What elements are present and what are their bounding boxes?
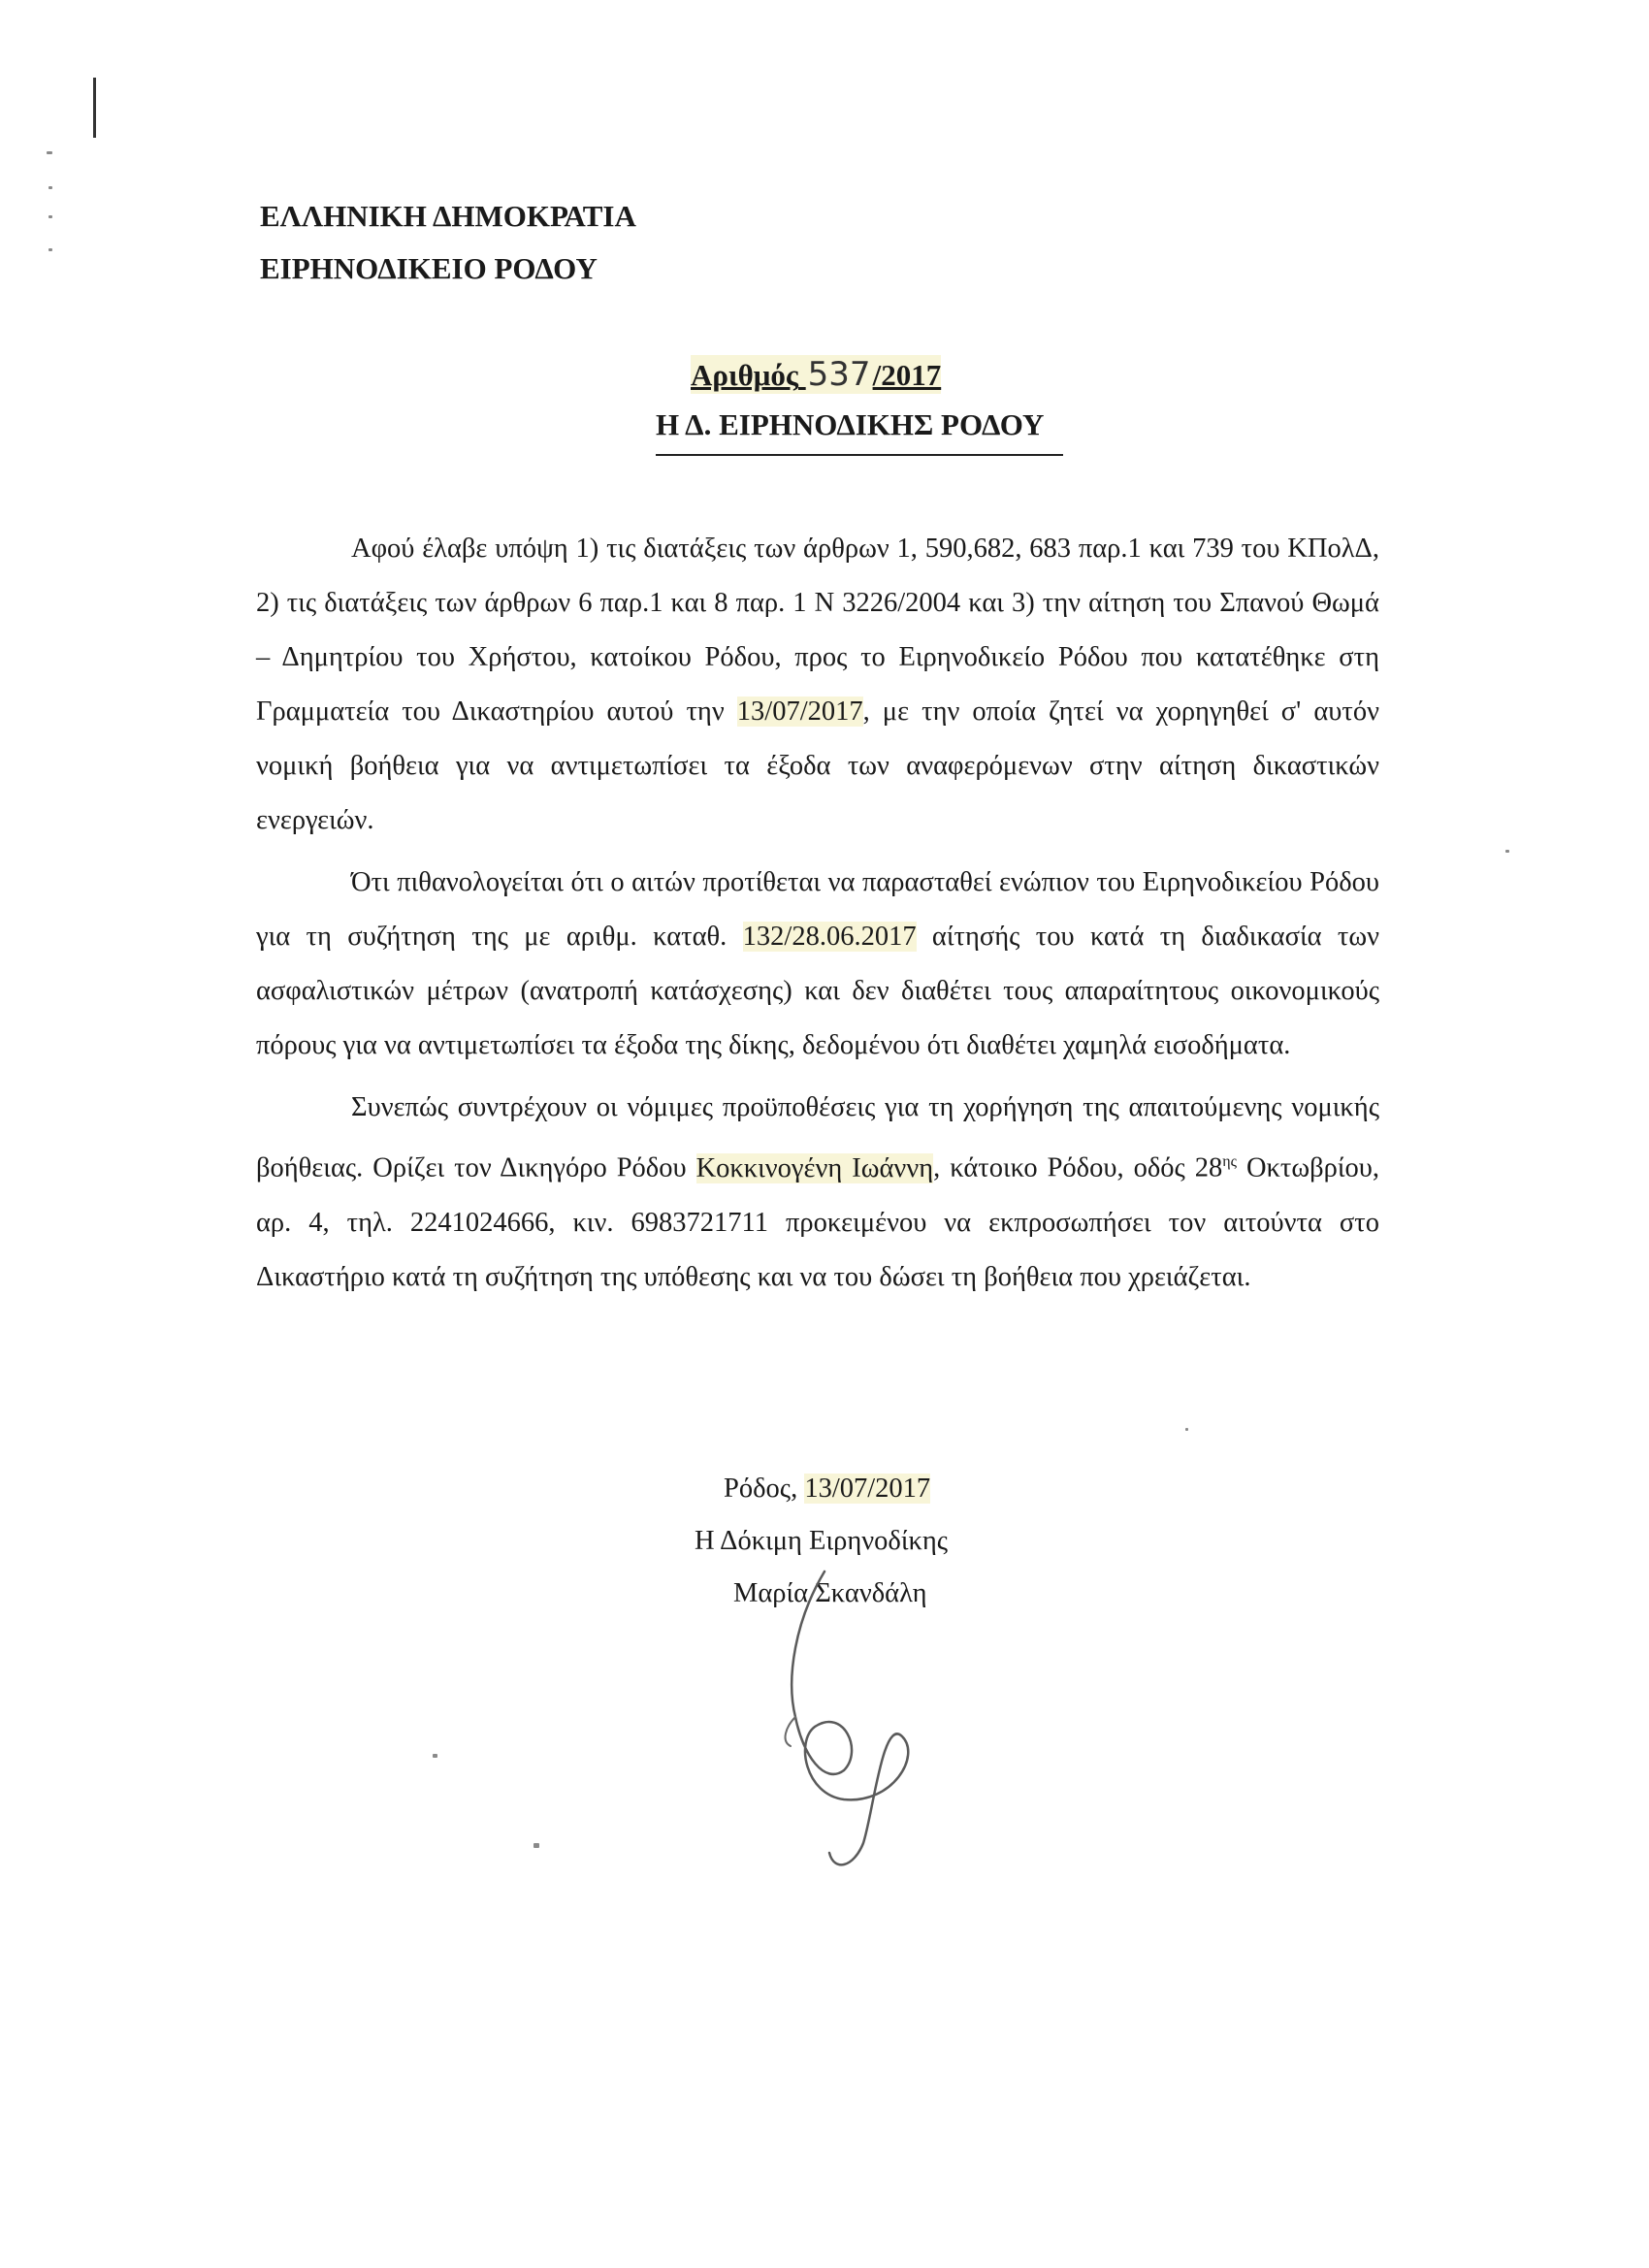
header-court: ΕΙΡΗΝΟΔΙΚΕΙΟ ΡΟΔΟΥ <box>260 251 598 285</box>
signature-date: 13/07/2017 <box>804 1474 931 1504</box>
paragraph-text: Ότι πιθανολογείται ότι ο αιτών προτίθεται να παρασταθεί ενώπιον του Ειρηνοδικείου Ρόδου για τη συζήτηση της με αριθμ. καταθ. <box>256 867 1379 952</box>
paragraph-text: αίτησής του κατά τη διαδικασία των ασφαλιστικών μέτρων (ανατροπή κατάσχεσης) και δεν διαθέτει τους απαραίτητους οικονομικούς πόρους για να αντιμετωπίσει τα έξοδα της δίκης, δεδομένου ότι διαθέτει χαμηλά εισοδήματα. <box>256 922 1379 1060</box>
paragraph-reasoning <box>256 856 1379 1073</box>
paragraph-text: , με την οποία ζητεί να χορηγηθεί σ' αυτόν νομική βοήθεια για να αντιμετωπίσει τα έξοδα των αναφερόμενων στην αίτηση δικαστικών ενεργειών. <box>256 697 1379 835</box>
decision-title: Η Δ. ΕΙΡΗΝΟΔΙΚΗΣ ΡΟΔΟΥ <box>656 407 1063 456</box>
handwritten-signature <box>757 1562 970 1882</box>
scan-speck <box>48 186 52 189</box>
scan-speck <box>48 215 52 218</box>
scan-speck <box>1185 1428 1188 1431</box>
scan-speck <box>534 1843 539 1848</box>
header-republic: ΕΛΛΗΝΙΚΗ ΔΗΜΟΚΡΑΤΙΑ <box>260 199 636 233</box>
place: Ρόδος, <box>724 1474 805 1504</box>
decision-number-handwritten: 537 <box>807 355 871 394</box>
scan-edge-mark <box>93 78 96 138</box>
filing-date: 13/07/2017 <box>736 697 863 727</box>
paragraph-text: Αφού έλαβε υπόψη 1) τις διατάξεις των άρθρων 1, 590,682, 683 παρ.1 και 739 του ΚΠολΔ, 2) τις διατάξεις των άρθρων 6 παρ.1 και 8 παρ. 1 Ν 3226/2004 και 3) την αίτηση του Σπανού Θωμά – Δημητρίου του Χρήστου, κατοίκου Ρόδου, προς το Ειρηνοδικείο Ρόδου που κατατέθηκε στη Γραμματεία του Δικαστηρίου αυτού την <box>256 534 1379 727</box>
scan-speck <box>47 151 52 154</box>
court-header <box>260 190 636 295</box>
ordinal-suffix: ης <box>1222 1153 1237 1170</box>
decision-body <box>256 522 1379 1312</box>
judge-name: Μαρία Σκανδάλη <box>733 1578 927 1608</box>
decision-number <box>691 355 941 394</box>
scan-speck <box>48 248 52 251</box>
decision-number-year: /2017 <box>872 358 942 392</box>
paragraph-text: Συνεπώς συντρέχουν οι νόμιμες προϋποθέσεις για τη χορήγηση της απαιτούμενης νομικής βοήθειας. Ορίζει τον Δικηγόρο Ρόδου <box>256 1092 1379 1183</box>
paragraph-text: , κάτοικο Ρόδου, οδός 28 <box>933 1152 1223 1183</box>
decision-number-label: Αριθμός <box>691 358 798 392</box>
scan-speck <box>1505 850 1509 853</box>
paragraph-ruling <box>256 1081 1379 1305</box>
paragraph-text: Οκτωβρίου, αρ. 4, τηλ. 2241024666, κιν. 6983721711 προκειμένου να εκπροσωπήσει τον αιτούντα στο Δικαστήριο κατά τη συζήτηση της υπόθεσης και να του δώσει τη βοήθεια που χρειάζεται. <box>256 1152 1379 1292</box>
application-reference: 132/28.06.2017 <box>742 922 917 952</box>
paragraph-considerations <box>256 522 1379 848</box>
place-date-line <box>695 1463 948 1515</box>
appointed-lawyer: Κοκκινογένη Ιωάννη <box>695 1152 934 1183</box>
scan-speck <box>433 1754 437 1758</box>
judge-role: Η Δόκιμη Ειρηνοδίκης <box>695 1526 949 1556</box>
